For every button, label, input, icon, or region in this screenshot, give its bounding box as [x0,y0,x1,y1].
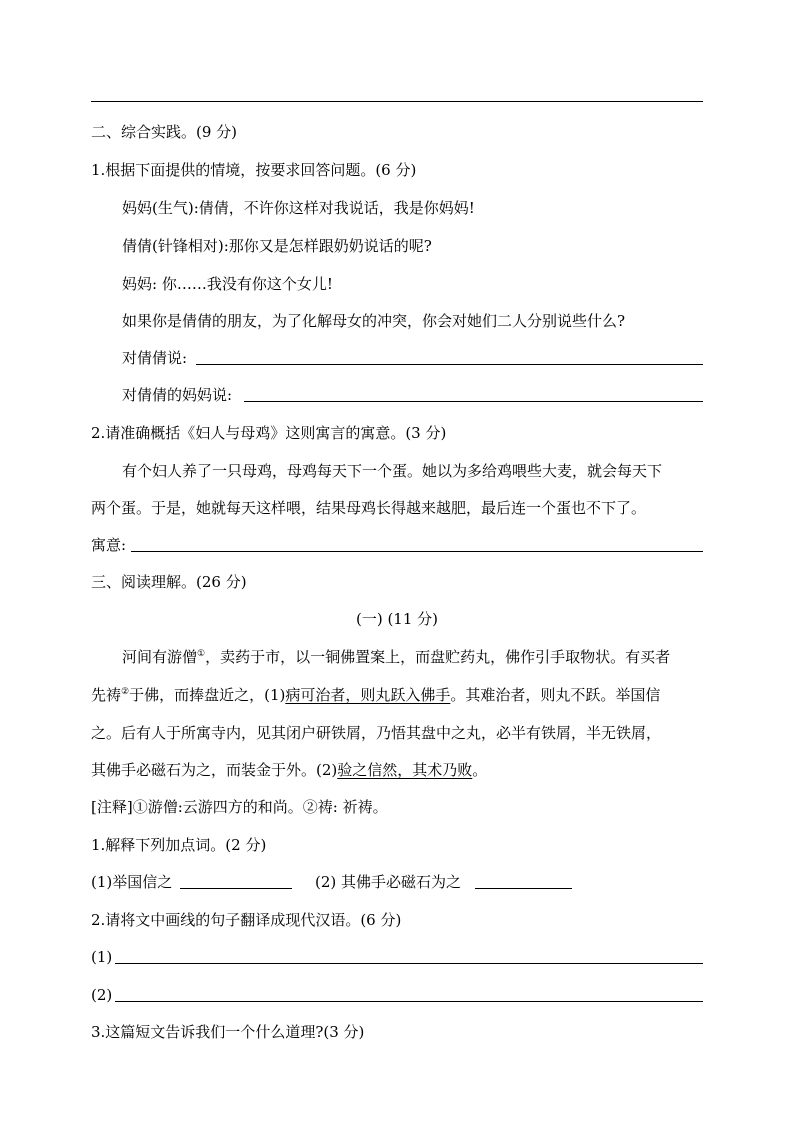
answer-blank-mother[interactable] [244,401,703,402]
q1-item1-label: (1)举国信之 [91,873,173,891]
q2-item2-blank[interactable] [115,1001,703,1002]
answer-label-mother: 对倩倩的妈妈说: [122,386,233,404]
part1-title: (一) (11 分) [355,610,439,628]
q1-item2-label: (2) 其佛手必磁石为之 [315,873,462,891]
q2-item1-label: (1) [91,948,113,966]
section2-q2-prompt: 2.请准确概括《妇人与母鸡》这则寓言的寓意。(3 分) [91,424,447,442]
q2-item1-blank[interactable] [115,963,703,964]
passage-line-1: 河间有游僧①，卖药于市，以一铜佛置案上，而盘贮药丸，佛作引手取物状。有买者 [122,648,671,666]
passage-line-3: 之。后有人于所寓寺内，见其闭户研铁屑，乃悟其盘中之丸，必半有铁屑，半无铁屑， [91,724,662,742]
dialogue-line-1: 妈妈(生气):倩倩，不许你这样对我说话，我是你妈妈! [122,199,475,217]
section2-title: 二、综合实践。(9 分) [91,123,238,141]
answer-blank-qianqian[interactable] [196,364,703,365]
dialogue-line-3: 妈妈: 你……我没有你这个女儿! [122,275,333,293]
top-rule [91,101,703,102]
passage-line-4: 其佛手必磁石为之，而装金于外。(2)验之信然，其术乃败。 [91,761,488,779]
answer-label-qianqian: 对倩倩说: [122,349,188,367]
q1-item2-blank[interactable] [475,888,572,889]
section2-q1-prompt: 1.根据下面提供的情境，按要求回答问题。(6 分) [91,161,417,179]
q1-item1-blank[interactable] [180,888,292,889]
annotation-note: [注释]①游僧:云游四方的和尚。②祷: 祈祷。 [91,798,388,816]
story-line-1: 有个妇人养了一只母鸡，母鸡每天下一个蛋。她以为多给鸡喂些大麦，就会每天下 [122,462,663,480]
section3-q2-prompt: 2.请将文中画线的句子翻译成现代汉语。(6 分) [91,911,402,929]
underlined-sentence-1: 病可治者，则丸跃入佛手 [285,686,451,704]
moral-label: 寓意: [91,536,127,554]
section3-q3-prompt: 3.这篇短文告诉我们一个什么道理?(3 分) [91,1023,365,1041]
underlined-sentence-2: 验之信然，其术乃败 [337,761,473,779]
moral-answer-blank[interactable] [131,551,703,552]
dialogue-line-2: 倩倩(针锋相对):那你又是怎样跟奶奶说话的呢? [122,237,432,255]
footnote-marker-2: ② [121,687,130,697]
passage-line-2: 先祷②于佛，而捧盘近之，(1)病可治者，则丸跃入佛手。其难治者，则丸不跃。举国信 [91,686,661,704]
section3-q1-prompt: 1.解释下列加点词。(2 分) [91,836,267,854]
footnote-marker-1: ① [197,649,206,659]
q1-instruction: 如果你是倩倩的朋友，为了化解母女的冲突，你会对她们二人分别说些什么? [122,312,626,330]
story-line-2: 两个蛋。于是，她就每天这样喂，结果母鸡长得越来越肥，最后连一个蛋也不下了。 [91,499,647,517]
section3-title: 三、阅读理解。(26 分) [91,573,247,591]
q2-item2-label: (2) [91,986,113,1004]
